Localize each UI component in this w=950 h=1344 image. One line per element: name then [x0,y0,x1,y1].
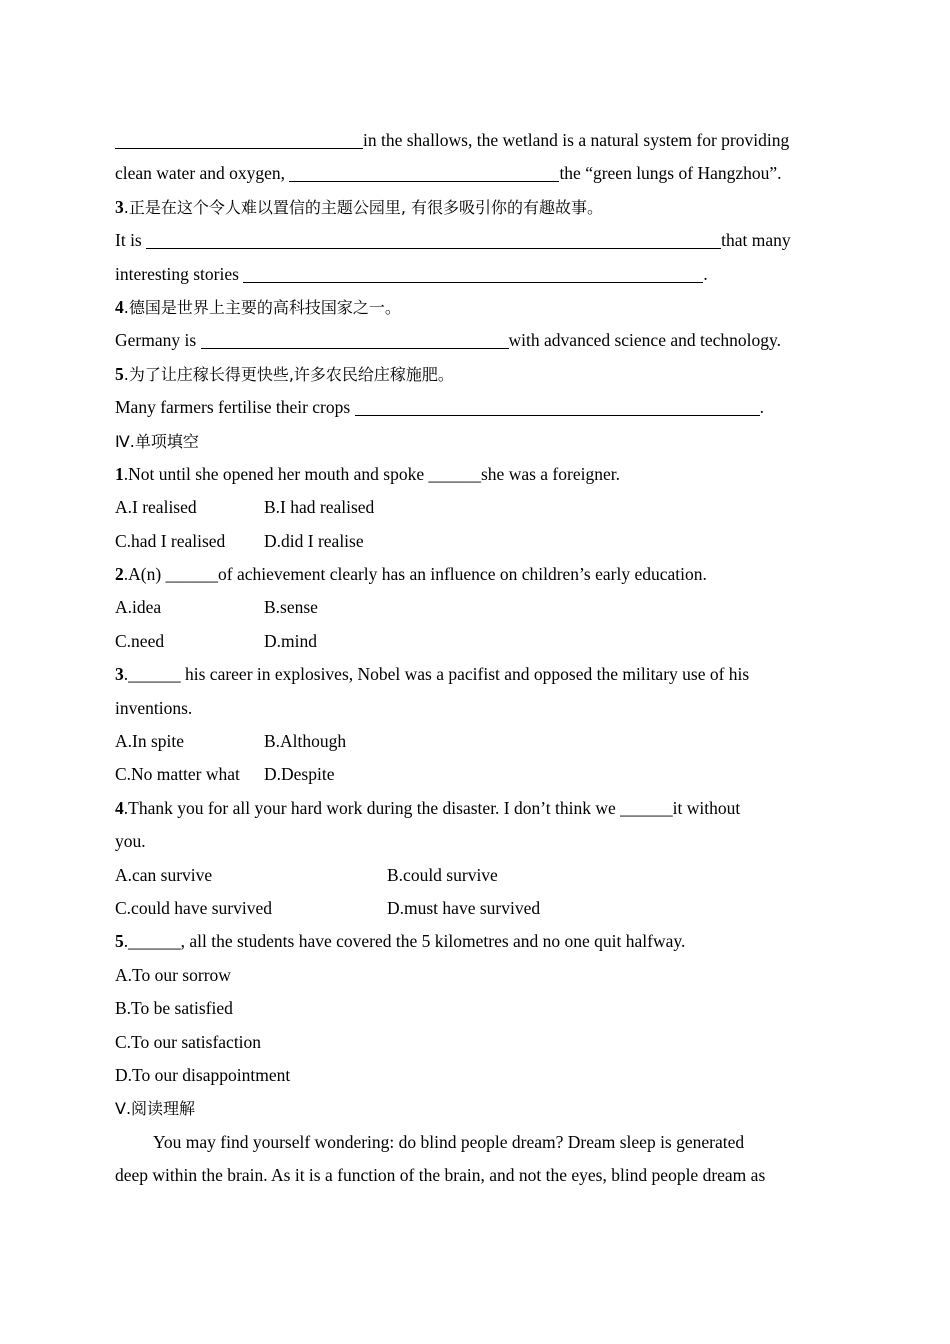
question-3-english [115,258,835,291]
option-c[interactable]: C.need [115,630,165,651]
answer-blank[interactable] [146,226,721,249]
translation-line [115,157,835,190]
option-b[interactable]: B.Although [264,731,347,752]
option-a[interactable]: A.idea [115,597,162,618]
mc-question-1 [115,458,835,491]
mc-question-4 [115,792,835,825]
option-b[interactable]: B.I had realised [264,497,375,518]
answer-blank[interactable] [243,260,703,283]
text: Many farmers fertilise their crops [115,397,355,418]
question-number: 1 [115,463,124,484]
option-a[interactable]: A.To our sorrow [115,964,231,985]
mc-question-3 [115,658,835,691]
question-5-chinese [115,358,835,391]
text: that many [721,230,791,251]
question-4-chinese [115,291,835,324]
option-row [115,625,835,658]
option-a[interactable]: A.can survive [115,864,213,885]
question-5-english [115,391,835,424]
option-d[interactable]: D.did I realise [264,530,364,551]
option-c[interactable]: C.No matter what [115,764,240,785]
option-a[interactable]: A.I realised [115,497,197,518]
option-row [115,491,835,524]
question-text: .______, all the students have covered the 5 kilometres and no one quit halfway. [123,931,686,952]
section-5-heading: Ⅴ.阅读理解 [115,1099,196,1119]
question-number: 3 [115,196,124,217]
option-c[interactable]: C.To our satisfaction [115,1031,262,1052]
option-row [115,525,835,558]
chinese-sentence: .正是在这个令人难以置信的主题公园里, 有很多吸引你的有趣故事。 [123,197,604,217]
option-d[interactable]: D.To our disappointment [115,1064,291,1085]
option-row [115,892,835,925]
reading-paragraph-line: deep within the brain. As it is a function of the brain, and not the eyes, blind people dream as [115,1165,766,1186]
text: . [703,263,708,284]
text: interesting stories [115,263,244,284]
option-a[interactable]: A.In spite [115,731,185,752]
question-text: .______ his career in explosives, Nobel was a pacifist and opposed the military use of his [123,664,750,685]
text: the “green lungs of Hangzhou”. [559,163,782,184]
question-text-continued: inventions. [115,697,193,718]
option-row [115,758,835,791]
question-3-english [115,224,835,257]
section-4-heading: Ⅳ.单项填空 [115,431,199,451]
question-4-english [115,324,835,357]
text: Germany is [115,330,201,351]
text: with advanced science and technology. [508,330,781,351]
question-number: 2 [115,564,124,585]
option-row [115,591,835,624]
question-number: 4 [115,296,124,317]
chinese-sentence: .为了让庄稼长得更快些,许多农民给庄稼施肥。 [123,364,454,384]
question-text: .Not until she opened her mouth and spoke ______she was a foreigner. [123,463,620,484]
question-number: 5 [115,363,124,384]
text: in the shallows, the wetland is a natural system for providing [363,130,790,150]
text: . [759,397,764,418]
option-c[interactable]: C.could have survived [115,897,272,918]
chinese-sentence: .德国是世界上主要的高科技国家之一。 [123,297,401,317]
answer-blank[interactable] [289,159,559,182]
answer-blank[interactable] [115,126,363,149]
question-text-continued: you. [115,831,146,852]
question-number: 3 [115,664,124,685]
option-d[interactable]: D.mind [264,630,317,651]
question-number: 5 [115,931,124,952]
option-row [115,725,835,758]
mc-question-5 [115,925,835,958]
mc-question-2 [115,558,835,591]
option-d[interactable]: D.must have survived [387,897,541,918]
option-b[interactable]: B.To be satisfied [115,998,233,1019]
text: clean water and oxygen, [115,163,290,184]
option-row [115,859,835,892]
question-text: .Thank you for all your hard work during the disaster. I don’t think we ______it without [123,797,741,818]
question-number: 4 [115,797,124,818]
option-b[interactable]: B.sense [264,597,318,618]
question-text: .A(n) ______of achievement clearly has an influence on children’s early education. [123,564,707,585]
answer-blank[interactable] [201,326,509,349]
question-3-chinese [115,191,835,224]
option-c[interactable]: C.had I realised [115,530,226,551]
reading-paragraph-line: You may find yourself wondering: do blind people dream? Dream sleep is generated [153,1131,745,1152]
option-d[interactable]: D.Despite [264,764,335,785]
answer-blank[interactable] [355,393,760,416]
document-page [115,124,835,1193]
text: It is [115,230,147,251]
translation-line [115,124,835,157]
option-b[interactable]: B.could survive [387,864,498,885]
